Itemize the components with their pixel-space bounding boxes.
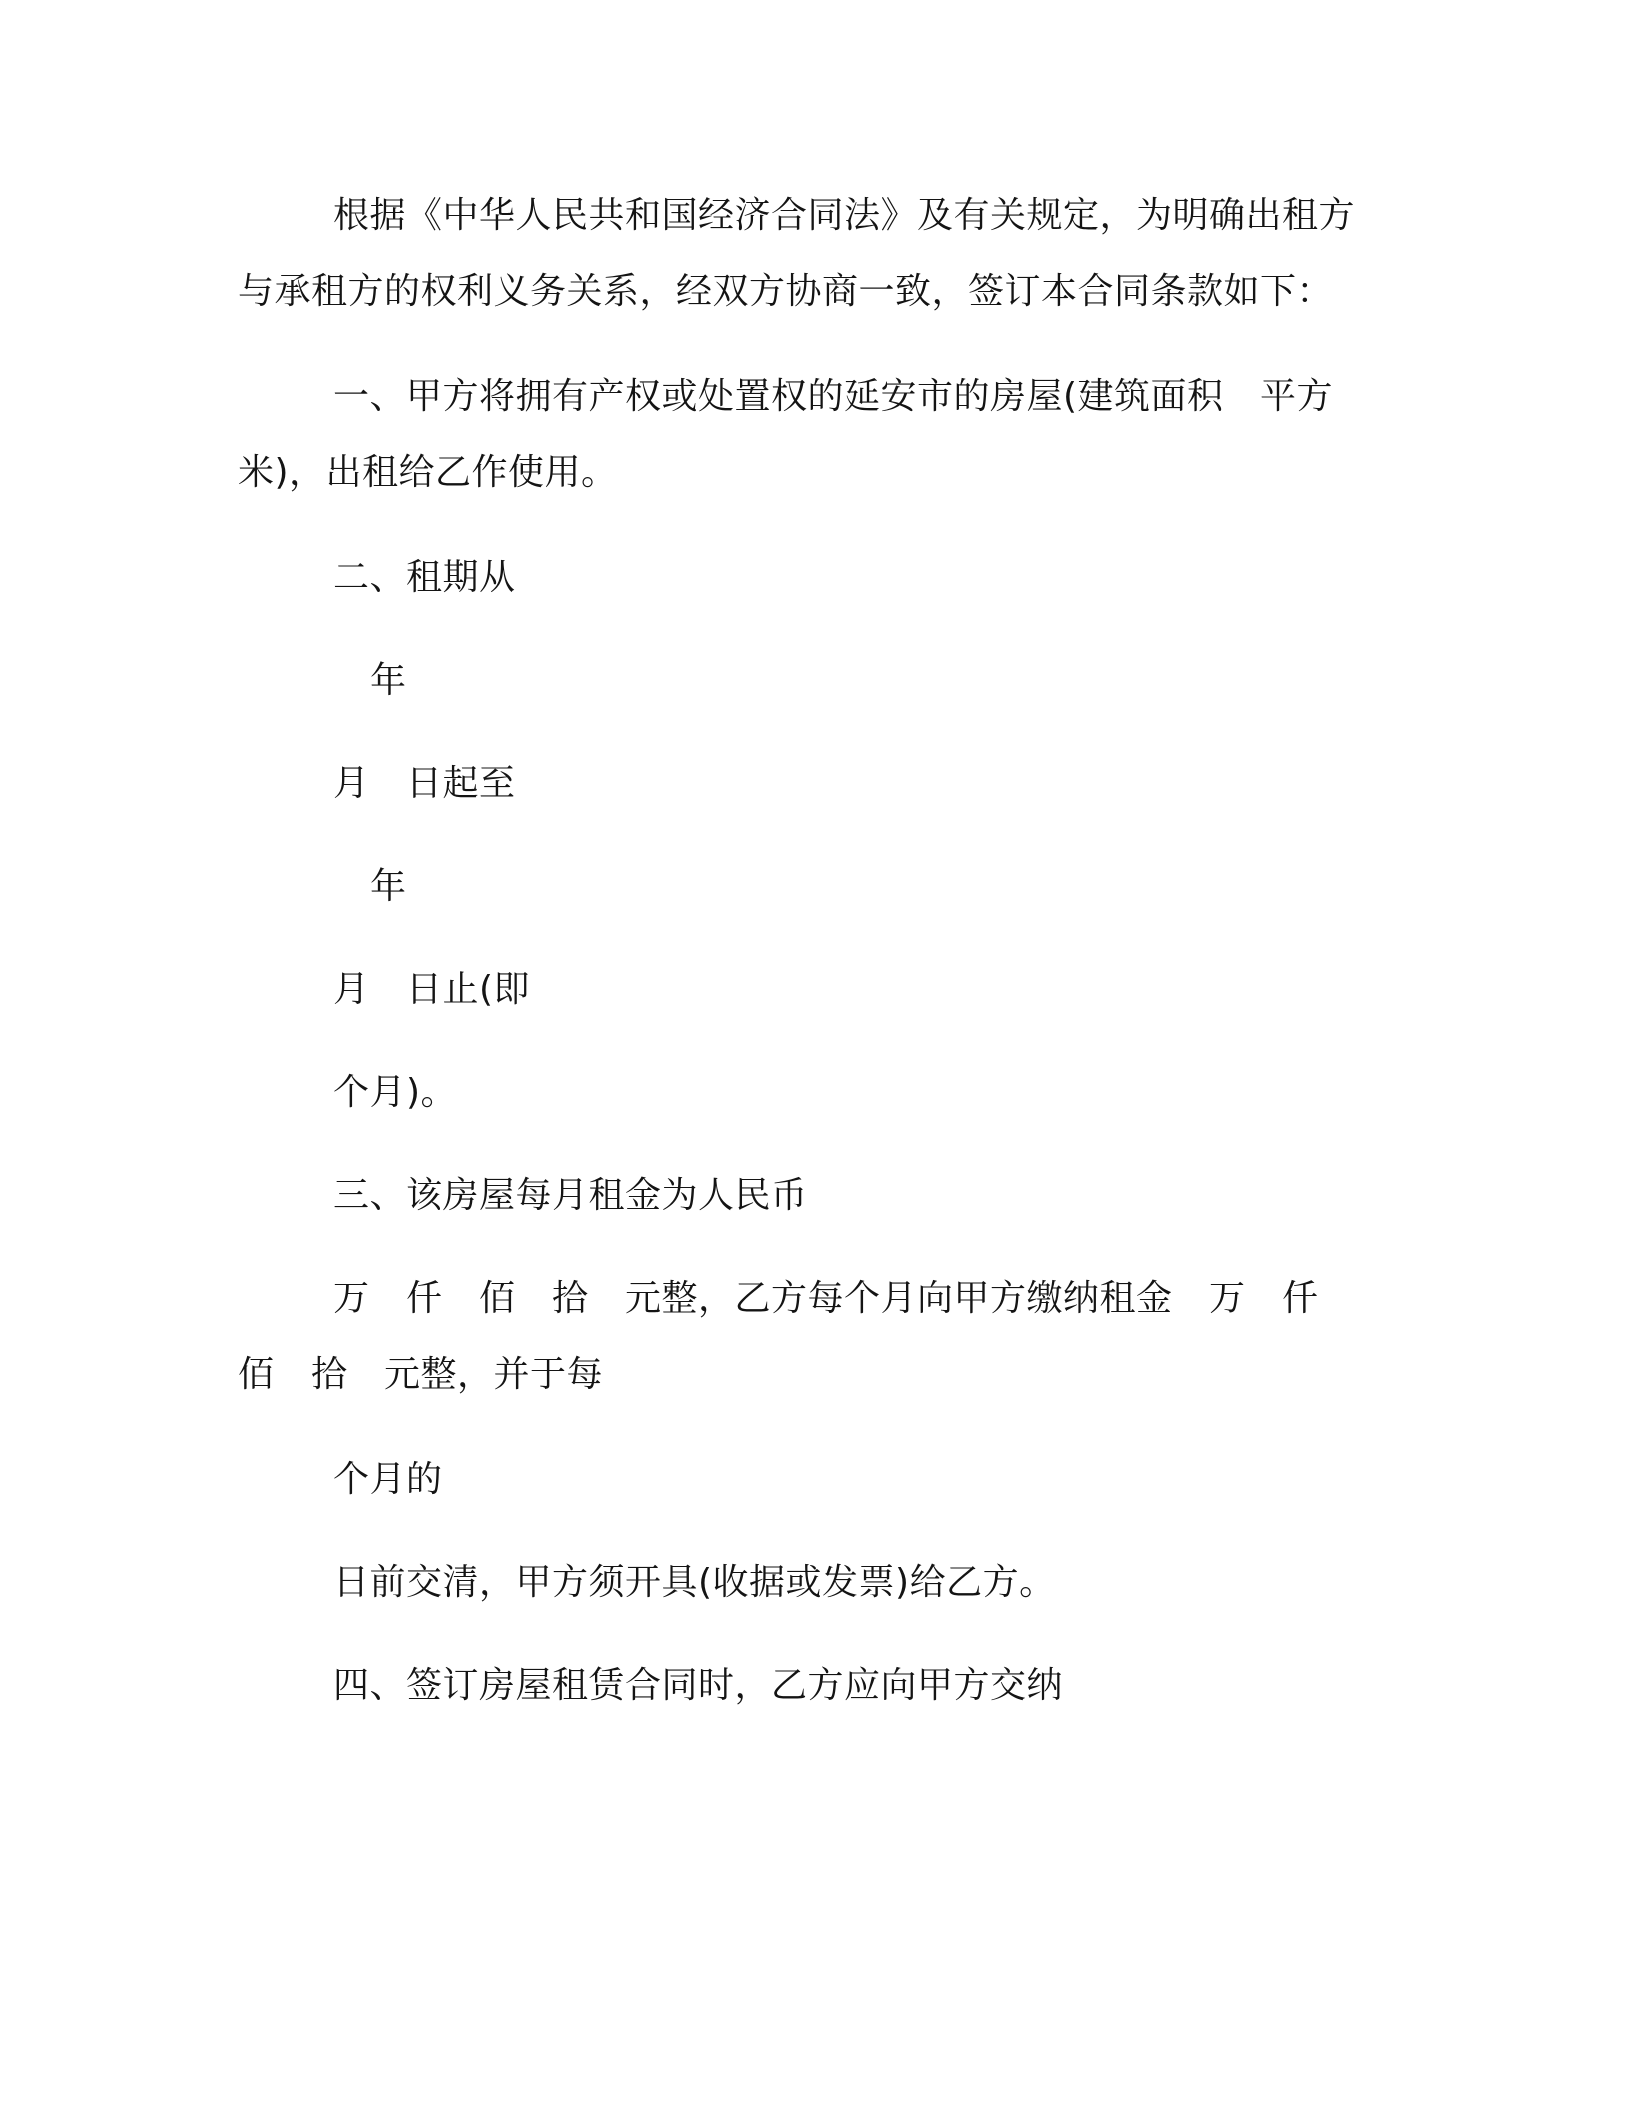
clause-2-month-day-1: 月 日起至 — [333, 763, 516, 804]
clause-2-year-1: 年 — [370, 660, 407, 701]
clause-2-month-day-2: 月 日止(即 — [333, 969, 531, 1010]
clause-3-line-4: 个月的 — [333, 1459, 443, 1500]
clause-1-line-2: 米)，出租给乙作使用。 — [238, 452, 618, 493]
clause-4-line-1: 四、签订房屋租赁合同时，乙方应向甲方交纳 — [333, 1665, 1064, 1706]
clause-2-line-1: 二、租期从 — [333, 557, 516, 598]
paragraph-intro-line-2: 与承租方的权利义务关系，经双方协商一致，签订本合同条款如下： — [238, 271, 1334, 312]
paragraph-intro-line-1: 根据《中华人民共和国经济合同法》及有关规定，为明确出租方 — [333, 195, 1356, 236]
clause-3-line-3: 佰 拾 元整，并于每 — [238, 1354, 604, 1395]
clause-3-line-1: 三、该房屋每月租金为人民币 — [333, 1175, 808, 1216]
clause-2-year-2: 年 — [370, 866, 407, 907]
clause-3-line-5: 日前交清，甲方须开具(收据或发票)给乙方。 — [333, 1562, 1056, 1603]
clause-2-months: 个月)。 — [333, 1072, 458, 1113]
clause-3-line-2: 万 仟 佰 拾 元整，乙方每个月向甲方缴纳租金 万 仟 — [333, 1278, 1319, 1319]
clause-1-line-1: 一、甲方将拥有产权或处置权的延安市的房屋(建筑面积 平方 — [333, 376, 1334, 417]
